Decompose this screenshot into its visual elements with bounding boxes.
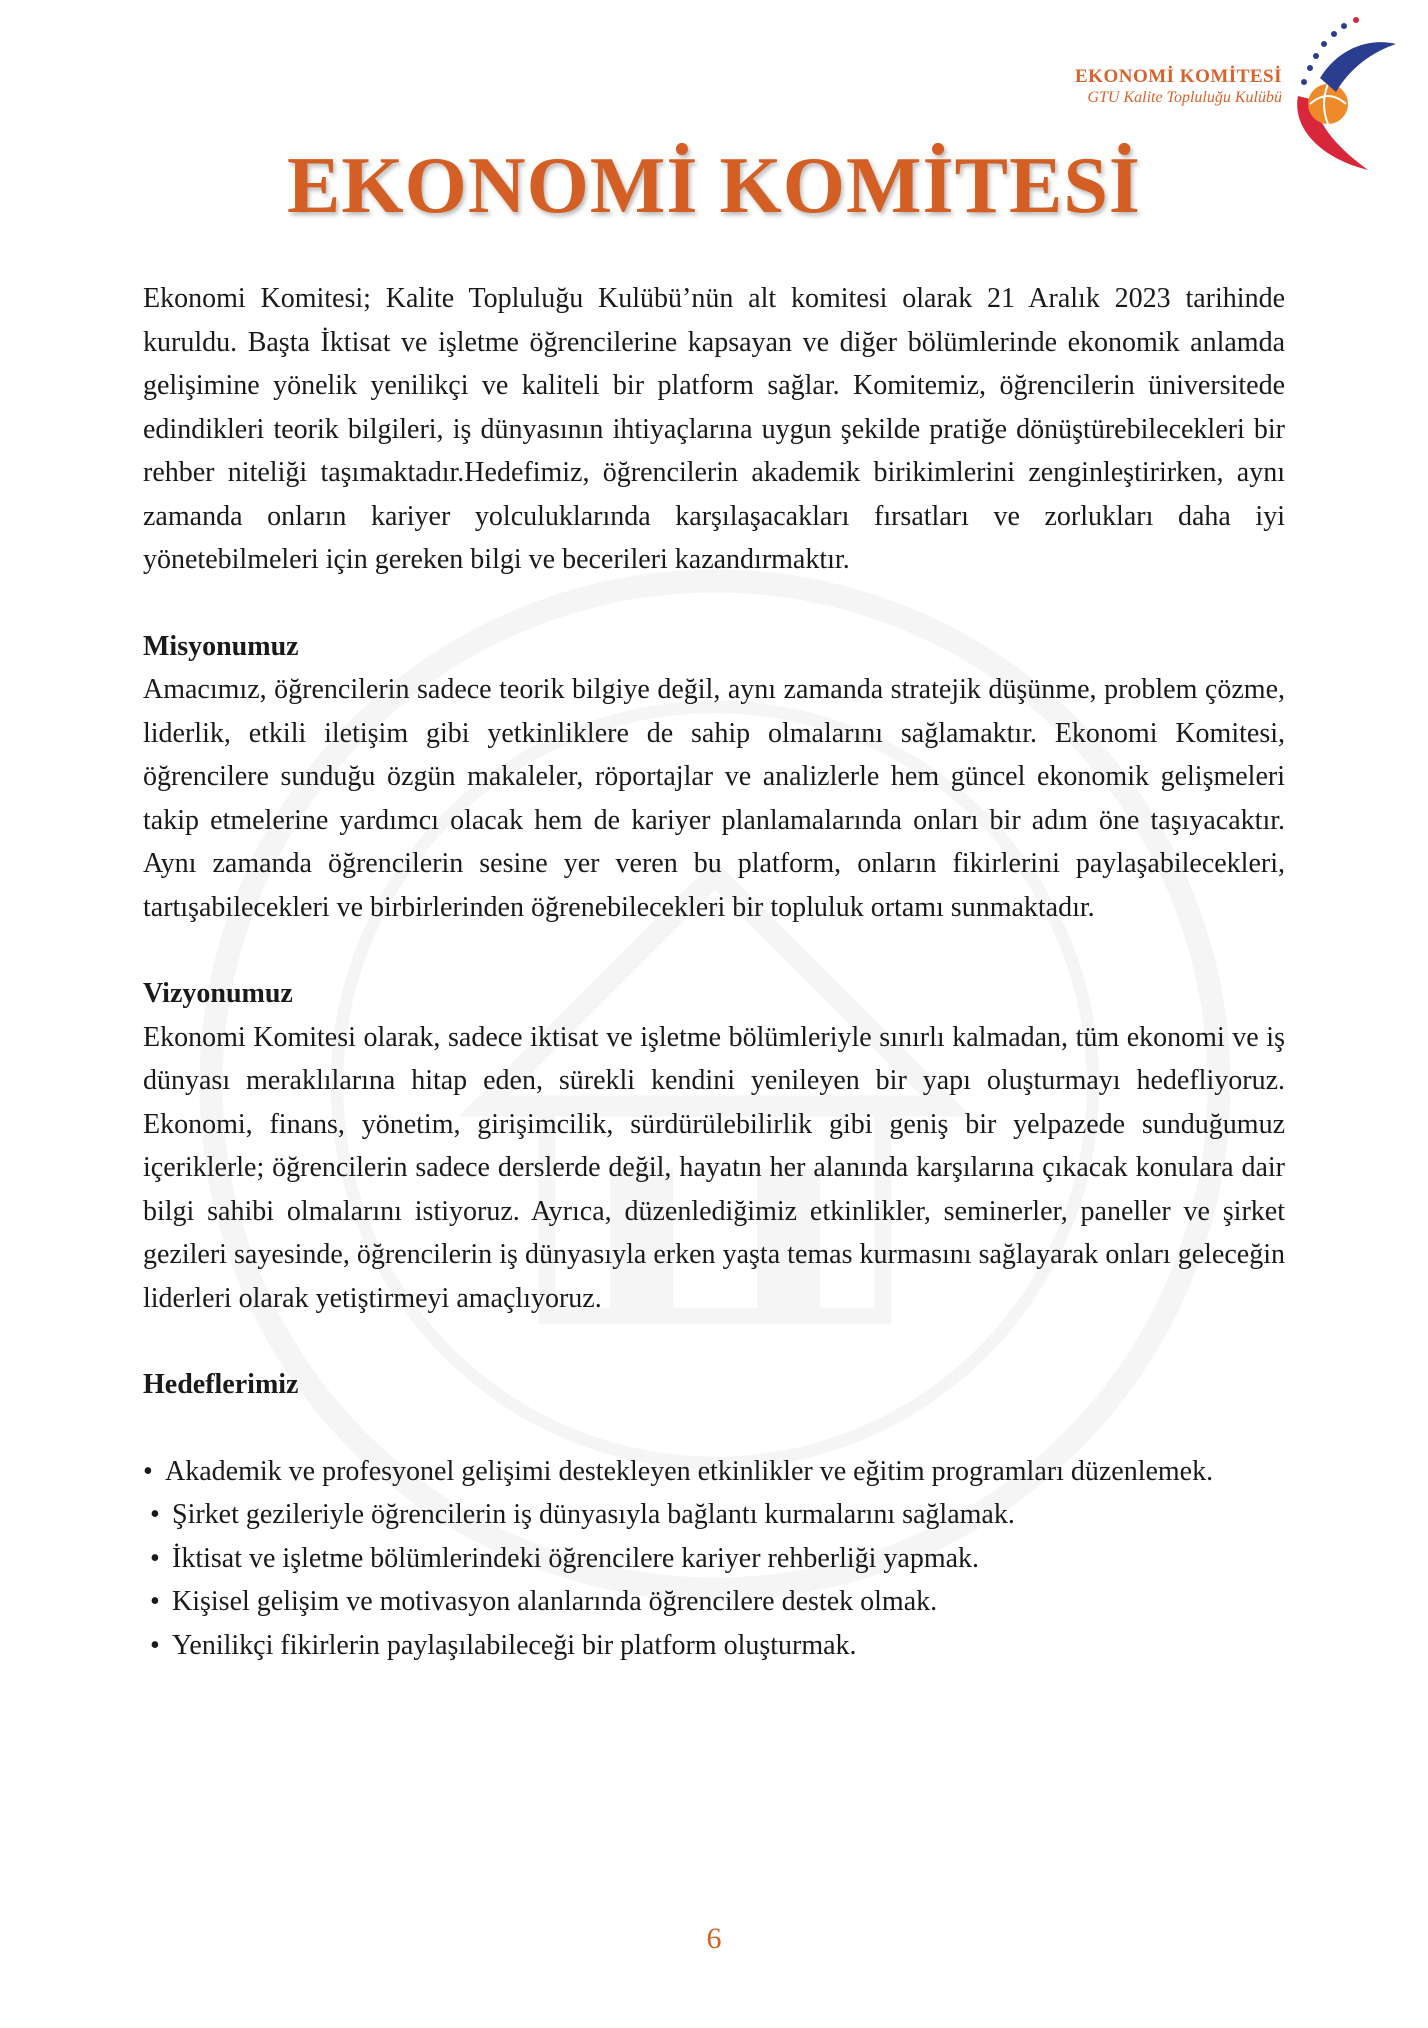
brand-subtitle: GTU Kalite Topluluğu Kulübü: [1087, 89, 1282, 106]
page-number: 6: [706, 1922, 722, 1955]
vision-paragraph: Ekonomi Komitesi olarak, sadece iktisat ve işletme bölümleriyle sınırlı kalmadan, tüm ekonomi ve iş dünyası meraklılarına hitap eden, sürekli kendini yenileyen bir yapı oluşturmayı hedefliyoruz. Ekonomi, finans, yönetim, girişimcilik, sürdürülebilirlik gibi geniş bir yelpazede sunduğumuz içeriklerle; öğrencilerin sadece derslerde değil, hayatın her alanında karşılarına çıkacak konulara dair bilgi sahibi olmalarını istiyoruz. Ayrıca, düzenlediğimiz etkinlikler, seminerler, paneller ve şirket gezileri sayesinde, öğrencilerin iş dünyasıyla erken yaşta temas kurmasını sağlayarak onları geleceğin liderleri olarak yetiştirmeyi amaçlıyoruz.: [143, 1021, 1285, 1314]
bullet-icon: •: [150, 1499, 160, 1530]
list-item: • Akademik ve profesyonel gelişimi destekleyen etkinlikler ve eğitim programları düzenlemek.: [143, 1450, 1285, 1494]
bullet-icon: •: [143, 1455, 153, 1487]
intro-paragraph: Ekonomi Komitesi; Kalite Topluluğu Kulübü’nün alt komitesi olarak 21 Aralık 2023 tarihinde kuruldu. Başta İktisat ve işletme öğrencilerine kapsayan ve diğer bölümlerinde ekonomik anlamda gelişimine yönelik yenilikçi ve kaliteli bir platform sağlar. Komitemiz, öğrencilerin üniversitede edindikleri teorik bilgileri, iş dünyasının ihtiyaçlarına uygun şekilde pratiğe dönüştürebilecekleri bir rehber niteliği taşımaktadır.Hedefimiz, öğrencilerin akademik birikimlerini zenginleştirirken, aynı zamanda onların kariyer yolculuklarında karşılaşacakları fırsatları ve zorlukları daha iyi yönetebilmeleri için gereken bilgi ve becerileri kazandırmaktır.: [143, 283, 1285, 575]
main-content: [143, 277, 1285, 1667]
list-item: • İktisat ve işletme bölümlerindeki öğrencilere kariyer rehberliği yapmak.: [143, 1537, 1285, 1581]
vision-heading: Vizyonumuz: [143, 978, 293, 1009]
page-title: EKONOMİ KOMİTESİ: [287, 142, 1141, 230]
goals-heading: Hedeflerimiz: [143, 1369, 299, 1400]
goals-list: [143, 1450, 1285, 1668]
brand-name: EKONOMİ KOMİTESİ: [1075, 66, 1282, 87]
spacer: [143, 1407, 1285, 1450]
list-item: • Şirket gezileriyle öğrencilerin iş dünyasıyla bağlantı kurmalarını sağlamak.: [143, 1493, 1285, 1537]
list-item: • Yenilikçi fikirlerin paylaşılabileceği bir platform oluşturmak.: [143, 1624, 1285, 1668]
mission-heading: Misyonumuz: [143, 630, 299, 662]
brand-text: [1075, 66, 1282, 108]
mission-paragraph: Amacımız, öğrencilerin sadece teorik bilgiye değil, aynı zamanda stratejik düşünme, problem çözme, liderlik, etkili iletişim gibi yetkinliklere de sahip olmalarını sağlamaktır. Ekonomi Komitesi, öğrencilere sunduğu özgün makaleler, röportajlar ve analizlerle hem güncel ekonomik gelişmeleri takip etmelerine yardımcı olacak hem de kariyer planlamalarında onları bir adım öne taşıyacaktır. Aynı zamanda öğrencilerin sesine yer veren bu platform, onların fikirlerini paylaşabilecekleri, tartışabilecekleri ve birbirlerinden öğrenebilecekleri bir topluluk ortamı sunmaktadır.: [143, 674, 1285, 923]
list-item: • Kişisel gelişim ve motivasyon alanlarında öğrencilere destek olmak.: [143, 1580, 1285, 1624]
bullet-icon: •: [150, 1629, 160, 1661]
bullet-icon: •: [150, 1586, 160, 1617]
bullet-icon: •: [150, 1542, 160, 1574]
